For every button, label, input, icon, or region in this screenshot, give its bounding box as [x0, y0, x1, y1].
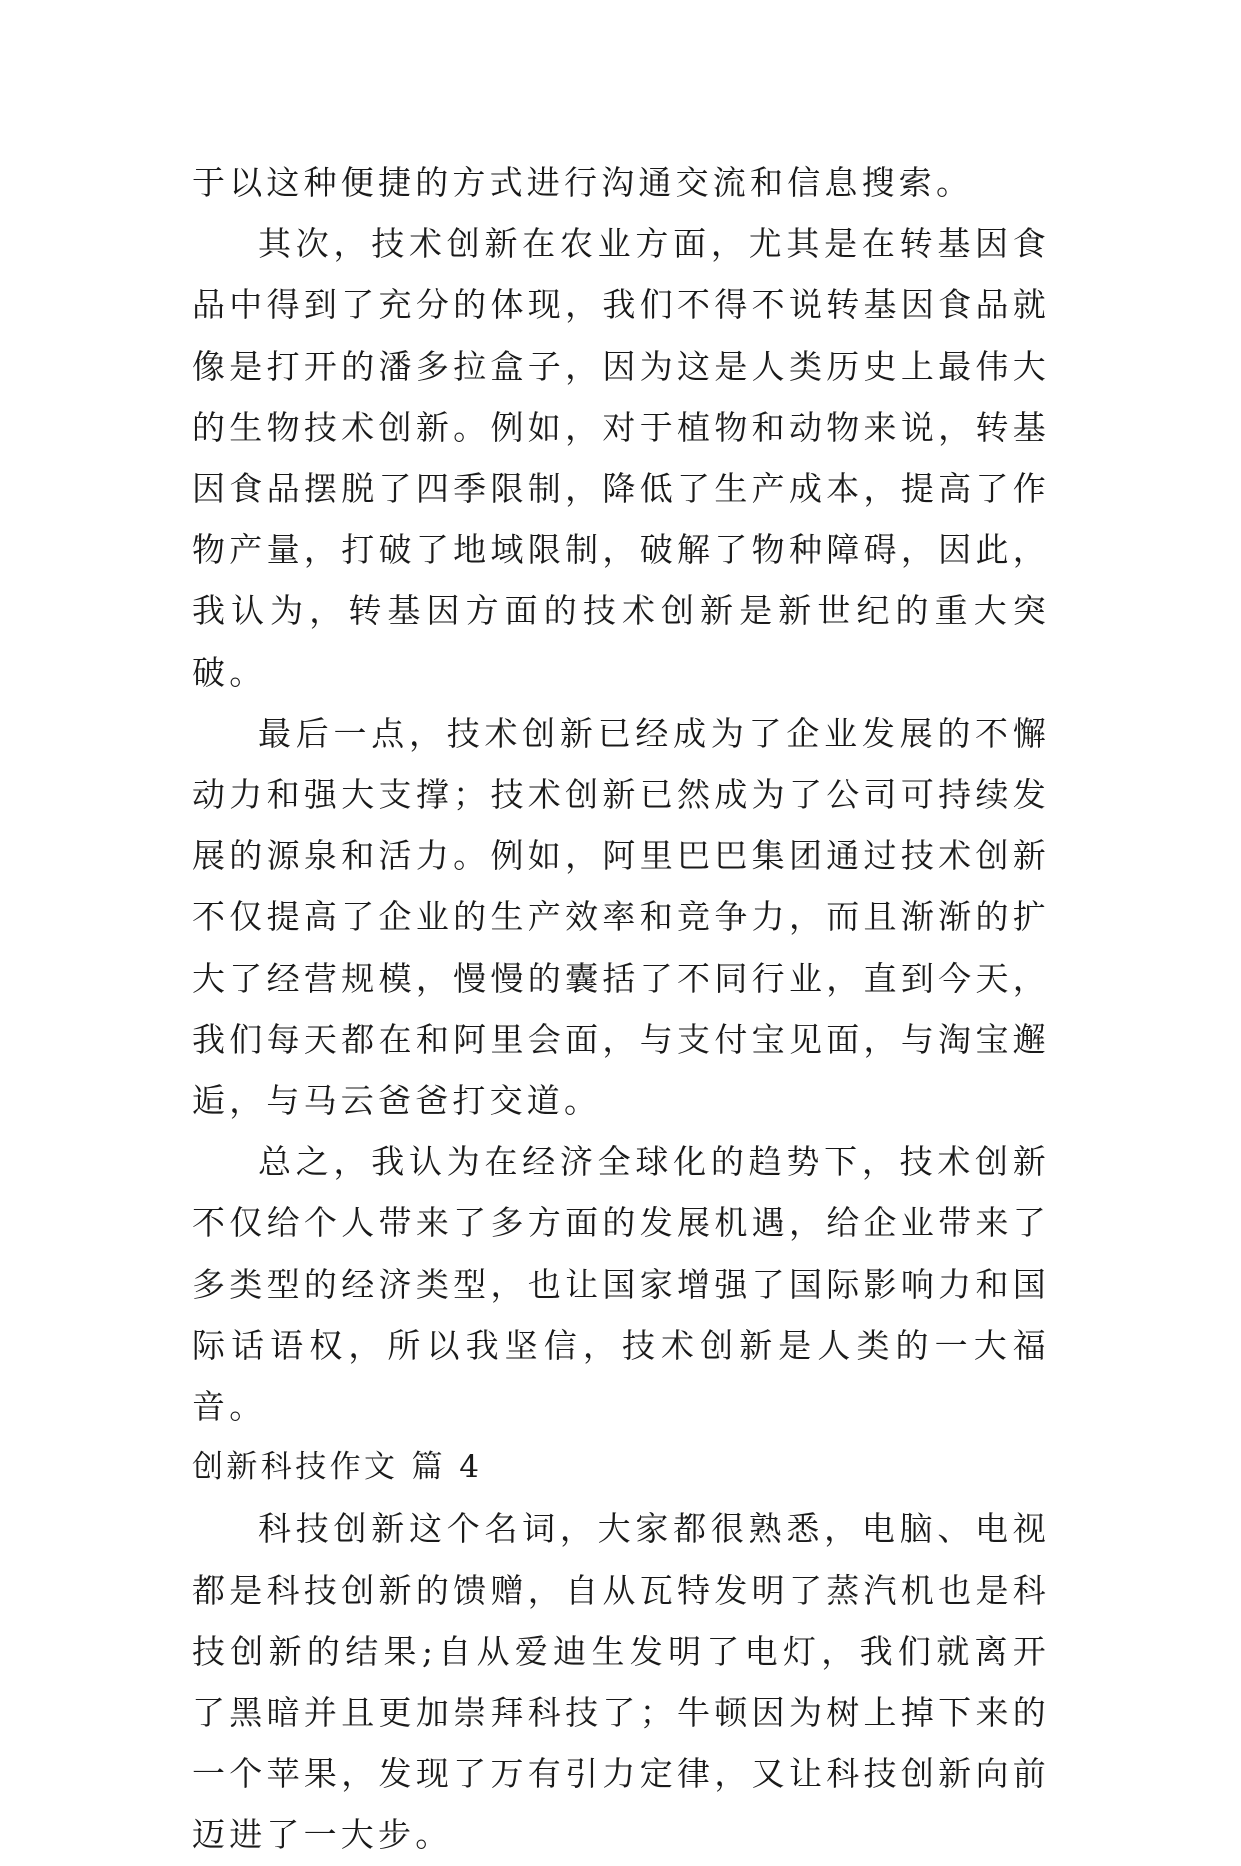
section-title: 创新科技作文 篇 4 — [192, 1449, 483, 1486]
paragraph-enterprise: 最后一点，技术创新已经成为了企业发展的不懈动力和强大支撑；技术创新已然成为了公司可持续发展的源泉和活力。例如，阿里巴巴集团通过技术创新不仅提高了企业的生产效率和竞争力，而且渐渐的扩大了经营规模，慢慢的囊括了不同行业，直到今天，我们每天都在和阿里会面，与支付宝见面，与淘宝邂逅，与马云爸爸打交道。 — [192, 713, 1050, 1121]
paragraph-continuation: 于以这种便捷的方式进行沟通交流和信息搜索。 — [192, 163, 974, 202]
paragraph-section-intro: 科技创新这个名词，大家都很熟悉，电脑、电视都是科技创新的馈赠，自从瓦特发明了蒸汽机也是科技创新的结果;自从爱迪生发明了电灯，我们就离开了黑暗并且更加崇拜科技了；牛顿因为树上掉下来的一个苹果，发现了万有引力定律，又让科技创新向前迈进了一大步。 — [192, 1509, 1050, 1855]
document-body — [192, 152, 1050, 1866]
paragraph-agriculture: 其次，技术创新在农业方面，尤其是在转基因食品中得到了充分的体现，我们不得不说转基因食品就像是打开的潘多拉盒子，因为这是人类历史上最伟大的生物技术创新。例如，对于植物和动物来说，转基因食品摆脱了四季限制，降低了生产成本，提高了作物产量，打破了地域限制，破解了物种障碍，因此，我认为，转基因方面的技术创新是新世纪的重大突破。 — [192, 224, 1050, 692]
paragraph-conclusion: 总之，我认为在经济全球化的趋势下，技术创新不仅给个人带来了多方面的发展机遇，给企业带来了多类型的经济类型，也让国家增强了国际影响力和国际话语权，所以我坚信，技术创新是人类的一大福音。 — [192, 1142, 1050, 1427]
